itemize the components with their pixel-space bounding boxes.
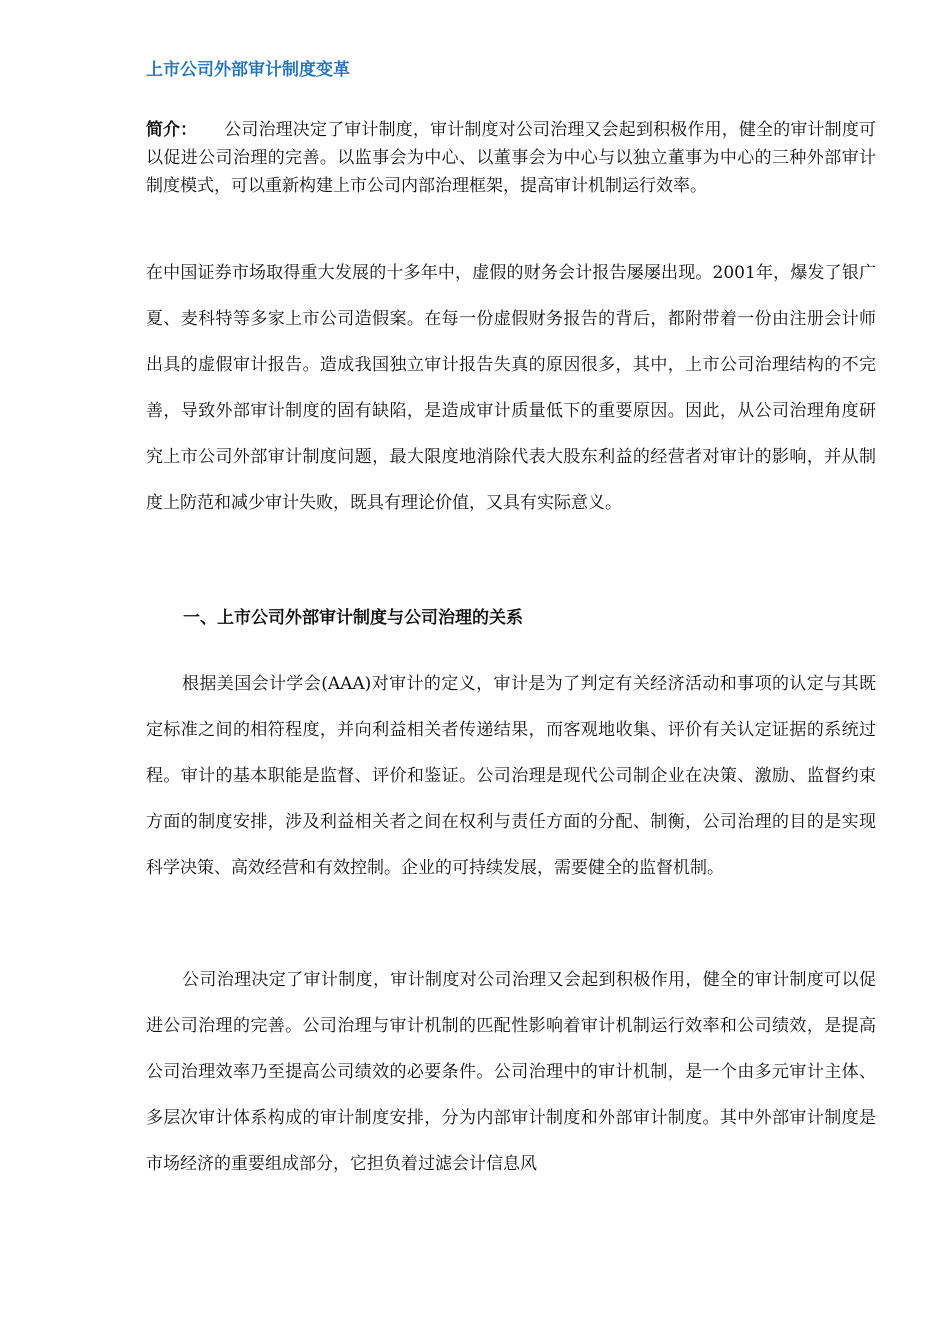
abstract-text: 公司治理决定了审计制度，审计制度对公司治理又会起到积极作用，健全的审计制度可以促进公司治理的完善。以监事会为中心、以董事会为中心与以独立董事为中心的三种外部审计制度模式，可以重新构建上市公司内部治理框架，提高审计机制运行效率。 [146, 120, 876, 196]
abstract-label: 简介： [146, 120, 197, 140]
intro-paragraph: 在中国证券市场取得重大发展的十多年中，虚假的财务会计报告屡屡出现。2001年，爆发了银广夏、麦科特等多家上市公司造假案。在每一份虚假财务报告的背后，都附带着一份由注册会计师出具的虚假审计报告。造成我国独立审计报告失真的原因很多，其中，上市公司治理结构的不完善，导致外部审计制度的固有缺陷，是造成审计质量低下的重要原因。因此，从公司治理角度研究上市公司外部审计制度问题，最大限度地消除代表大股东利益的经营者对审计的影响，并从制度上防范和减少审计失败，既具有理论价值，又具有实际意义。 [146, 263, 876, 513]
document-title: 上市公司外部审计制度变革 [146, 60, 350, 80]
section-paragraph: 公司治理决定了审计制度，审计制度对公司治理又会起到积极作用，健全的审计制度可以促进公司治理的完善。公司治理与审计机制的匹配性影响着审计机制运行效率和公司绩效，是提高公司治理效率乃至提高公司绩效的必要条件。公司治理中的审计机制，是一个由多元审计主体、多层次审计体系构成的审计制度安排，分为内部审计制度和外部审计制度。其中外部审计制度是市场经济的重要组成部分，它担负着过滤会计信息风 [146, 970, 876, 1174]
abstract [146, 116, 876, 200]
section-heading: 一、上市公司外部审计制度与公司治理的关系 [183, 608, 523, 628]
section-paragraph: 根据美国会计学会(AAA)对审计的定义，审计是为了判定有关经济活动和事项的认定与其既定标准之间的相符程度，并向利益相关者传递结果，而客观地收集、评价有关认定证据的系统过程。审计的基本职能是监督、评价和鉴证。公司治理是现代公司制企业在决策、激励、监督约束方面的制度安排，涉及利益相关者之间在权利与责任方面的分配、制衡，公司治理的目的是实现科学决策、高效经营和有效控制。企业的可持续发展，需要健全的监督机制。 [146, 674, 876, 878]
